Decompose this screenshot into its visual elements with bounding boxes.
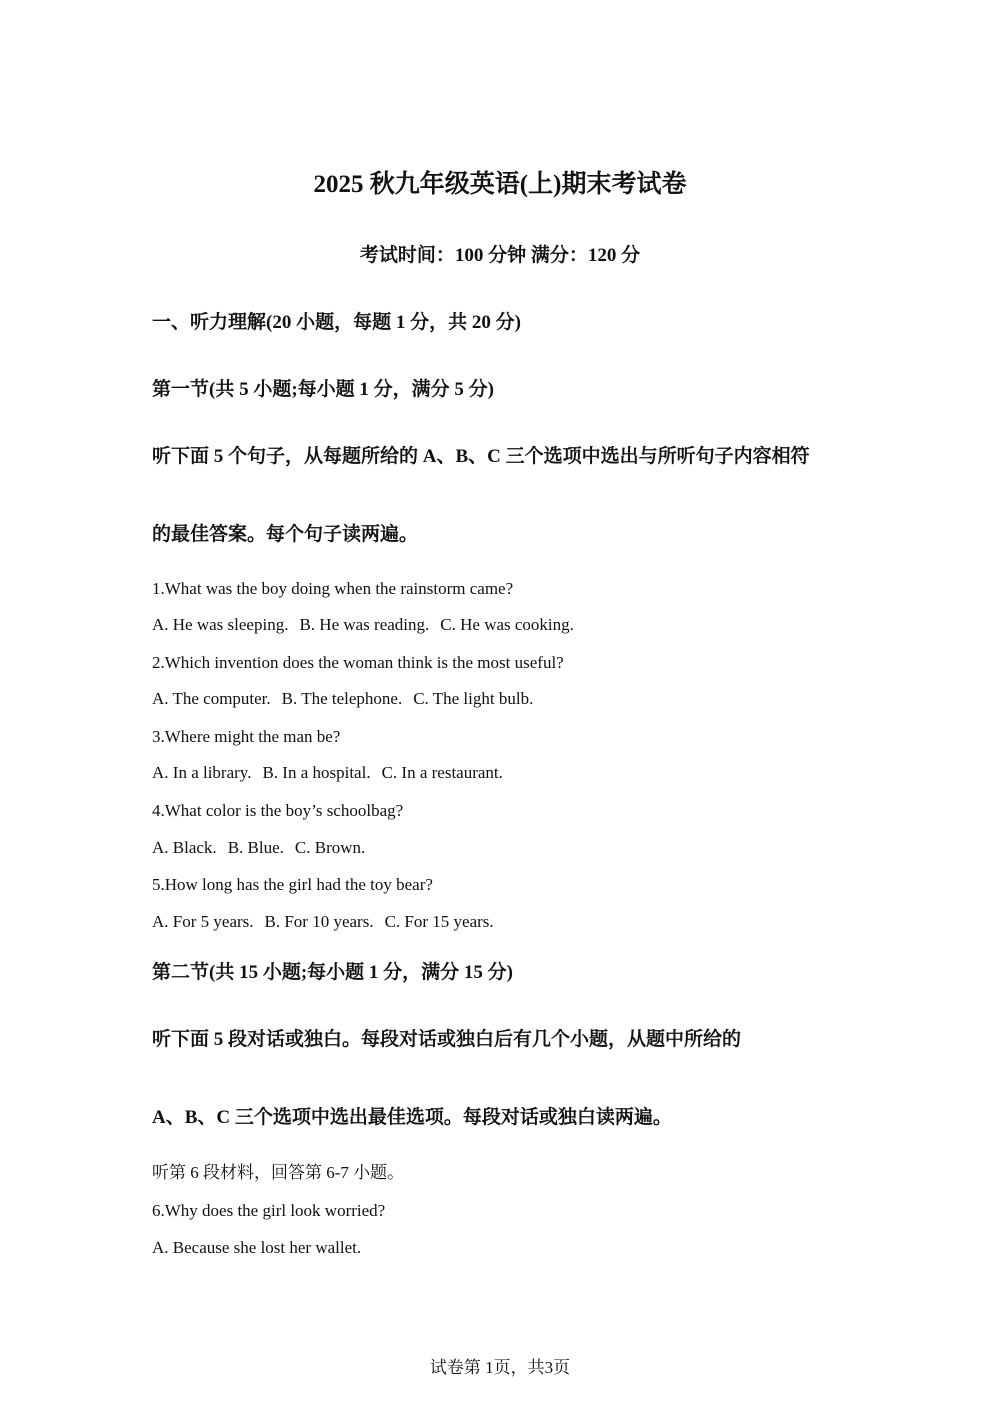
section2-instruction-line1: 听下面 5 段对话或独白。每段对话或独白后有几个小题，从题中所给的 (152, 1029, 742, 1050)
question-1-options (152, 613, 574, 637)
section1-heading: 第一节(共 5 小题;每小题 1 分，满分 5 分) (152, 379, 494, 400)
material-note: 听第 6 段材料，回答第 6-7 小题。 (152, 1163, 405, 1182)
section2-instruction-line2: A、B、C 三个选项中选出最佳选项。每段对话或独白读两遍。 (152, 1107, 672, 1128)
section2-heading: 第二节(共 15 小题;每小题 1 分，满分 15 分) (152, 962, 513, 983)
option-a: A. For 5 years. (152, 912, 254, 931)
page-footer: 试卷第 1页，共3页 (429, 1358, 571, 1377)
option-b: B. For 10 years. (264, 912, 374, 931)
part1-heading: 一、听力理解(20 小题，每题 1 分，共 20 分) (152, 312, 521, 333)
question-3: 3.Where might the man be? (152, 727, 341, 746)
option-a: A. The computer. (152, 689, 271, 708)
exam-title: 2025 秋九年级英语(上)期末考试卷 (313, 171, 687, 198)
option-c: C. Brown. (294, 838, 366, 857)
question-6-option-a: A. Because she lost her wallet. (152, 1238, 362, 1257)
exam-info: 考试时间：100 分钟 满分：120 分 (359, 245, 641, 266)
question-2: 2.Which invention does the woman think is the most useful? (152, 653, 564, 672)
option-b: B. The telephone. (281, 689, 403, 708)
section1-instruction-line1: 听下面 5 个句子，从每题所给的 A、B、C 三个选项中选出与所听句子内容相符 (152, 446, 810, 467)
question-5: 5.How long has the girl had the toy bear? (152, 875, 433, 894)
option-c: C. He was cooking. (440, 615, 574, 634)
option-c: C. For 15 years. (384, 912, 494, 931)
question-1: 1.What was the boy doing when the rainstorm came? (152, 579, 514, 598)
option-a: A. Black. (152, 838, 217, 857)
option-b: B. Blue. (227, 838, 284, 857)
question-6: 6.Why does the girl look worried? (152, 1201, 386, 1220)
option-b: B. In a hospital. (262, 763, 371, 782)
option-b: B. He was reading. (299, 615, 430, 634)
question-2-options (152, 687, 533, 711)
option-c: C. The light bulb. (413, 689, 534, 708)
section1-instruction-line2: 的最佳答案。每个句子读两遍。 (152, 524, 419, 545)
question-5-options (152, 910, 494, 934)
question-4-options (152, 836, 365, 860)
option-c: C. In a restaurant. (381, 763, 503, 782)
option-a: A. In a library. (152, 763, 252, 782)
option-a: A. He was sleeping. (152, 615, 289, 634)
question-3-options (152, 761, 503, 785)
question-4: 4.What color is the boy’s schoolbag? (152, 801, 404, 820)
